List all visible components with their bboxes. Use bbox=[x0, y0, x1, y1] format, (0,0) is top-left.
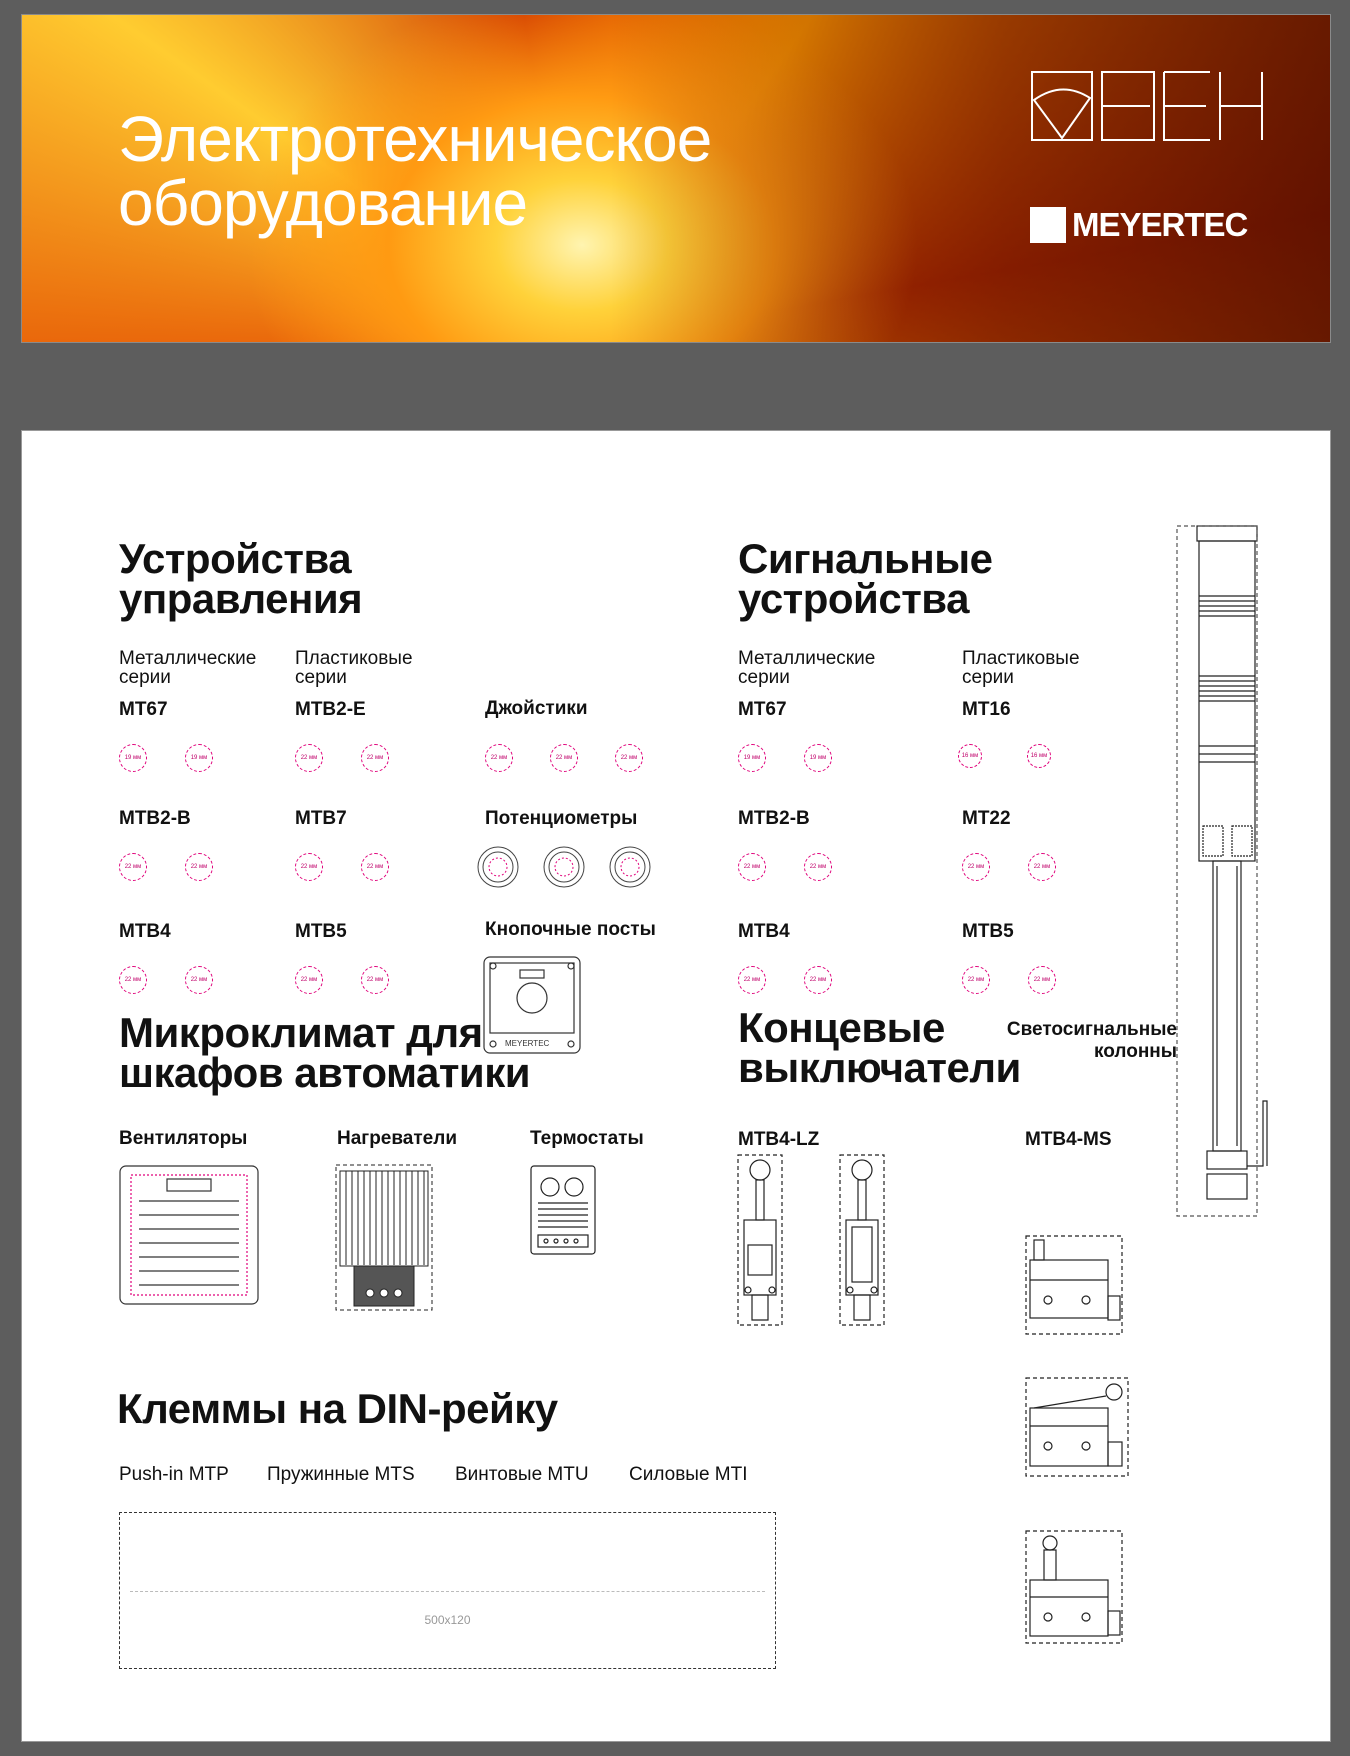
button-posts-label: Кнопочные посты bbox=[485, 919, 656, 940]
button-hole-icon: 22 мм bbox=[615, 744, 643, 772]
thermostats-label: Термостаты bbox=[530, 1128, 644, 1149]
button-hole-icon: 22 мм bbox=[119, 853, 147, 881]
din-type-screw: Винтовые MTU bbox=[455, 1464, 589, 1485]
control-item-mtb5: MTB5 bbox=[295, 921, 347, 942]
button-post-brand: MEYERTEC bbox=[505, 1039, 550, 1048]
signal-item-mt67: MT67 bbox=[738, 699, 787, 720]
signal-item-mtb2b: MTB2-B bbox=[738, 808, 810, 829]
signal-tower-drawing bbox=[1177, 526, 1257, 1216]
button-hole-icon: 19 мм bbox=[185, 744, 213, 772]
button-hole-icon: 22 мм bbox=[738, 853, 766, 881]
button-hole-icon: 22 мм bbox=[295, 966, 323, 994]
button-hole-icon: 22 мм bbox=[485, 744, 513, 772]
din-placeholder-size: 500x120 bbox=[424, 1613, 471, 1627]
limit-switch-ms-drawing-2 bbox=[1026, 1378, 1128, 1476]
limit-switch-ms-label: MTB4-MS bbox=[1025, 1129, 1112, 1150]
control-item-mtb4: MTB4 bbox=[119, 921, 171, 942]
oven-logo bbox=[1030, 57, 1266, 156]
button-hole-icon: 22 мм bbox=[119, 966, 147, 994]
button-hole-icon: 19 мм bbox=[738, 744, 766, 772]
thermostat-drawing bbox=[530, 1165, 596, 1255]
button-hole-icon: 22 мм bbox=[185, 966, 213, 994]
heaters-label: Нагреватели bbox=[337, 1128, 457, 1149]
section-title-limit-switches: Концевые выключатели bbox=[738, 1004, 1021, 1091]
limit-switch-lz-label: MTB4-LZ bbox=[738, 1129, 820, 1150]
potentiometers-label: Потенциометры bbox=[485, 808, 638, 829]
din-type-power: Силовые MTI bbox=[629, 1464, 748, 1485]
meyertec-logo bbox=[1030, 205, 1247, 245]
control-item-mtb2b: MTB2-B bbox=[119, 808, 191, 829]
control-item-mtb7: MTB7 bbox=[295, 808, 347, 829]
limit-switch-lz-drawing bbox=[738, 1155, 782, 1325]
button-hole-icon: 22 мм bbox=[738, 966, 766, 994]
potentiometer-knobs-icon bbox=[478, 845, 678, 889]
din-type-spring: Пружинные MTS bbox=[267, 1464, 415, 1485]
meyertec-mark-icon bbox=[1030, 207, 1066, 243]
section-title-microclimate: Микроклимат для шкафов автоматики bbox=[119, 1009, 531, 1096]
button-hole-icon: 22 мм bbox=[804, 853, 832, 881]
button-hole-icon: 16 мм bbox=[958, 744, 982, 768]
din-type-push-in: Push-in MTP bbox=[119, 1464, 229, 1485]
control-item-mtb2e: MTB2-E bbox=[295, 699, 366, 720]
signal-col-metal: Металлические серии bbox=[738, 648, 876, 688]
button-hole-icon: 22 мм bbox=[1028, 966, 1056, 994]
din-rail-placeholder bbox=[119, 1512, 776, 1669]
signal-item-mt22: MT22 bbox=[962, 808, 1011, 829]
fan-drawing bbox=[119, 1165, 259, 1305]
section-title-control: Устройства управления bbox=[119, 535, 363, 622]
button-hole-icon: 22 мм bbox=[962, 853, 990, 881]
heater-drawing bbox=[336, 1165, 432, 1310]
button-hole-icon: 19 мм bbox=[119, 744, 147, 772]
content-panel bbox=[21, 430, 1331, 1742]
control-col-plastic: Пластиковые серии bbox=[295, 648, 413, 688]
limit-switch-ms-drawing-1 bbox=[1026, 1236, 1122, 1334]
fans-label: Вентиляторы bbox=[119, 1128, 248, 1149]
meyertec-logo-text: MEYERTEC bbox=[1072, 206, 1248, 243]
button-hole-icon: 16 мм bbox=[1027, 744, 1051, 768]
signal-item-mtb5: MTB5 bbox=[962, 921, 1014, 942]
control-item-mt67: MT67 bbox=[119, 699, 168, 720]
section-title-signal: Сигнальные устройства bbox=[738, 535, 993, 622]
oven-logo-text: ОВЕН bbox=[1030, 57, 1076, 74]
signal-item-mtb4: MTB4 bbox=[738, 921, 790, 942]
signal-item-mt16: MT16 bbox=[962, 699, 1011, 720]
signal-columns-label: Светосигнальные колонны bbox=[1006, 1019, 1177, 1062]
joysticks-label: Джойстики bbox=[485, 698, 588, 719]
button-hole-icon: 22 мм bbox=[295, 744, 323, 772]
button-hole-icon: 22 мм bbox=[1028, 853, 1056, 881]
banner-title: Электротехническое оборудование bbox=[118, 103, 712, 239]
banner bbox=[21, 14, 1331, 343]
button-hole-icon: 22 мм bbox=[804, 966, 832, 994]
button-hole-icon: 22 мм bbox=[295, 853, 323, 881]
button-hole-icon: 22 мм bbox=[550, 744, 578, 772]
section-title-din: Клеммы на DIN-рейку bbox=[117, 1385, 558, 1432]
control-col-metal: Металлические серии bbox=[119, 648, 257, 688]
signal-col-plastic: Пластиковые серии bbox=[962, 648, 1080, 688]
button-hole-icon: 22 мм bbox=[361, 744, 389, 772]
button-hole-icon: 19 мм bbox=[804, 744, 832, 772]
button-hole-icon: 22 мм bbox=[185, 853, 213, 881]
limit-switch-ms-drawing-3 bbox=[1026, 1531, 1122, 1643]
button-hole-icon: 22 мм bbox=[361, 853, 389, 881]
limit-switch-lz2-drawing bbox=[840, 1155, 884, 1325]
button-hole-icon: 22 мм bbox=[962, 966, 990, 994]
button-hole-icon: 22 мм bbox=[361, 966, 389, 994]
